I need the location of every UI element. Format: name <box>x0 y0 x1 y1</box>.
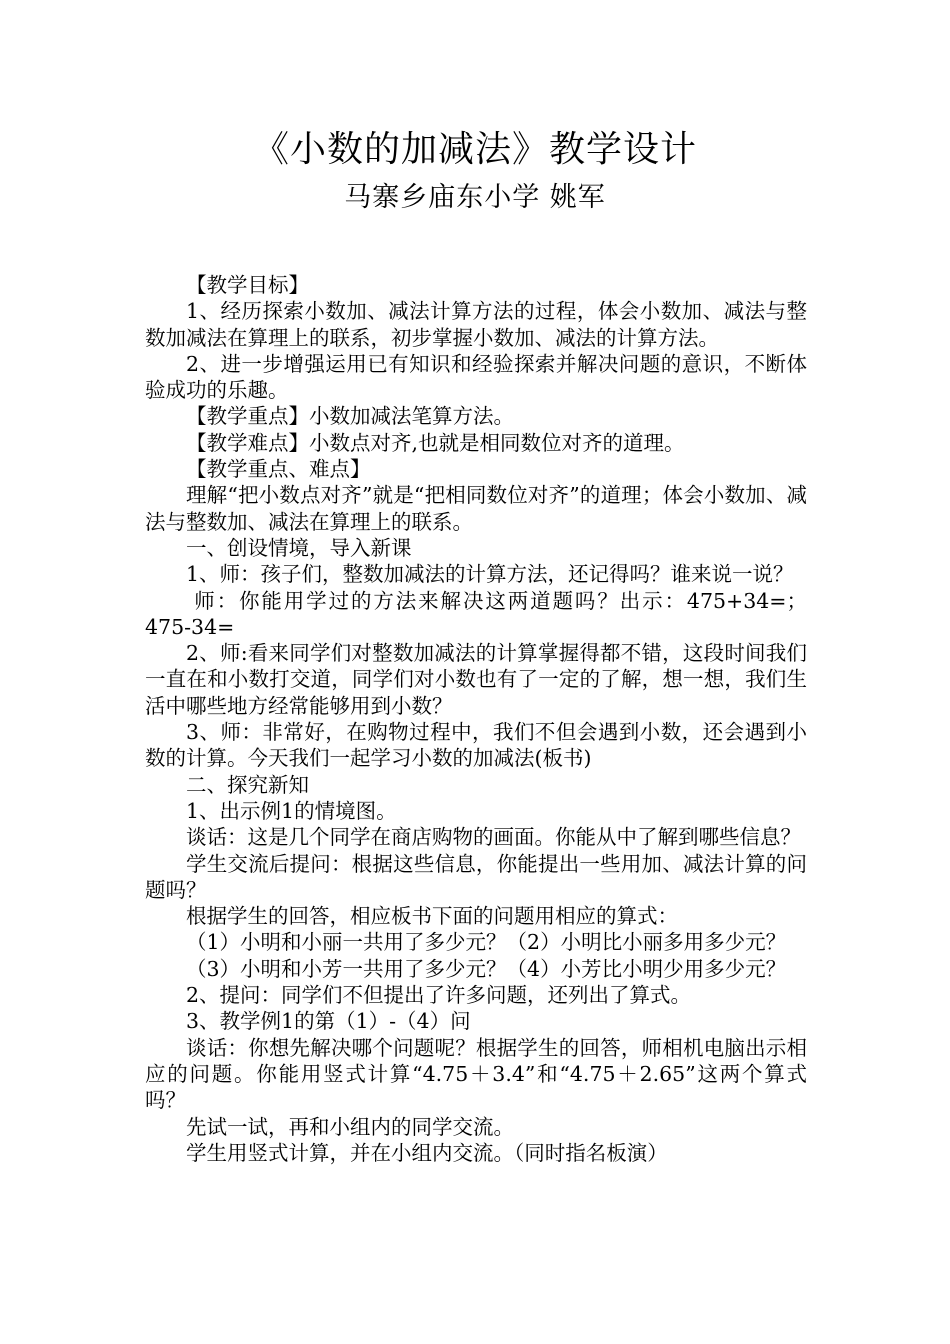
paragraph: 1、师：孩子们，整数加减法的计算方法，还记得吗？谁来说一说？ <box>186 562 794 587</box>
paragraph: 理解“把小数点对齐”就是“把相同数位对齐”的道理；体会小数加、减法与整数加、减法在算理上的联系。 <box>145 483 807 534</box>
section-heading-key-points: 【教学重点、难点】 <box>186 457 371 482</box>
paragraph: 3、师：非常好，在购物过程中，我们不但会遇到小数，还会遇到小数的计算。今天我们一起学习小数的加减法(板书) <box>145 720 807 771</box>
paragraph: 先试一试，再和小组内的同学交流。 <box>186 1114 514 1139</box>
section-heading-goals: 【教学目标】 <box>186 273 309 297</box>
paragraph: 1、出示例1的情境图。 <box>186 798 397 823</box>
paragraph: 根据学生的回答，相应板书下面的问题用相应的算式： <box>186 904 678 929</box>
section-heading-intro: 一、创设情境，导入新课 <box>186 535 412 560</box>
paragraph: 【教学难点】小数点对齐,也就是相同数位对齐的道理。 <box>186 430 685 455</box>
document-title: 《小数的加减法》教学设计 <box>252 129 697 170</box>
paragraph: 2、提问：同学们不但提出了许多问题，还列出了算式。 <box>186 983 692 1008</box>
section-heading-explore: 二、探究新知 <box>186 772 309 797</box>
paragraph: 2、进一步增强运用已有知识和经验探索并解决问题的意识，不断体验成功的乐趣。 <box>145 351 807 403</box>
paragraph: 谈话：这是几个同学在商店购物的画面。你能从中了解到哪些信息？ <box>186 825 801 850</box>
paragraph: 师：你能用学过的方法来解决这两道题吗？出示：475+34=；475-34= <box>145 588 807 639</box>
paragraph: 3、教学例1的第（1）-（4）问 <box>186 1009 471 1034</box>
paragraph: 1、经历探索小数加、减法计算方法的过程，体会小数加、减法与整数加减法在算理上的联系，初步掌握小数加、减法的计算方法。 <box>145 299 807 350</box>
document-body <box>145 272 807 1166</box>
paragraph: 2、师:看来同学们对整数加减法的计算掌握得都不错，这段时间我们一直在和小数打交道，同学们对小数也有了一定的了解，想一想，我们生活中哪些地方经常能够用到小数？ <box>145 641 807 718</box>
paragraph: 【教学重点】小数加减法笔算方法。 <box>186 404 514 429</box>
paragraph: （3）小明和小芳一共用了多少元？（4）小芳比小明少用多少元？ <box>186 956 787 981</box>
author-line: 马寨乡庙东小学 姚军 <box>344 182 606 213</box>
paragraph: 谈话：你想先解决哪个问题呢？根据学生的回答，师相机电脑出示相应的问题。你能用竖式计算“4.75＋3.4”和“4.75＋2.65”这两个算式吗？ <box>145 1035 807 1113</box>
paragraph: 学生交流后提问：根据这些信息，你能提出一些用加、减法计算的问题吗？ <box>145 851 807 902</box>
paragraph: 学生用竖式计算，并在小组内交流。（同时指名板演） <box>186 1140 668 1165</box>
paragraph: （1）小明和小丽一共用了多少元？（2）小明比小丽多用多少元？ <box>186 930 787 955</box>
